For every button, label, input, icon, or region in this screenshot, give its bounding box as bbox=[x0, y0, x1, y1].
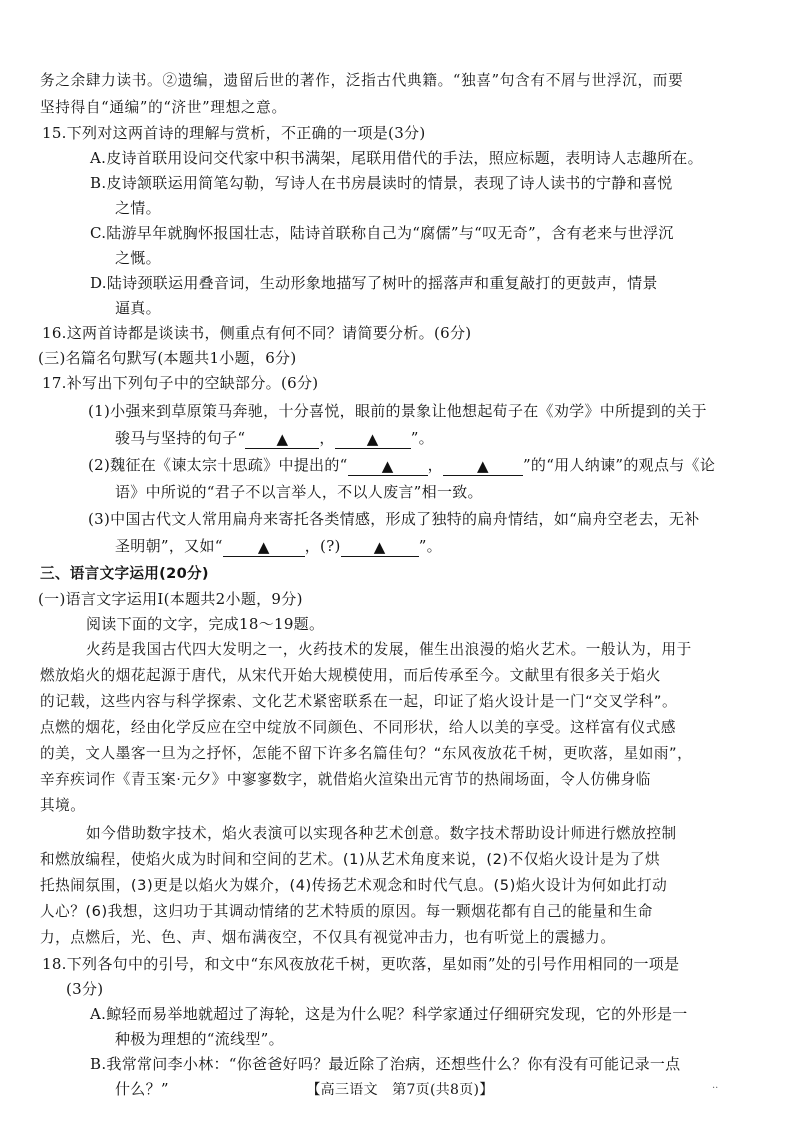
q17-item3-sep: ，(?) bbox=[304, 537, 341, 555]
q18-stem: 18.下列各句中的引号，和文中“东风夜放花千树，更吹落，星如雨”处的引号作用相同的一项是 bbox=[42, 955, 680, 973]
annotation-line-1: 务之余肆力读书。②遗编，遗留后世的著作，泛指古代典籍。“独喜”句含有不屑与世浮沉，而要 bbox=[40, 72, 684, 89]
q17-item3-cont bbox=[115, 535, 442, 557]
q18-option-b: B.我常常问李小林：“你爸爸好吗？最近除了治病，还想些什么？你有没有可能记录一点 bbox=[90, 1055, 681, 1073]
triangle-marker: ▲ bbox=[381, 457, 394, 475]
answer-blank[interactable] bbox=[335, 430, 411, 449]
triangle-marker: ▲ bbox=[276, 430, 289, 448]
section-heading-mingpian: (三)名篇名句默写(本题共1小题，6分) bbox=[38, 349, 297, 367]
q17-item3: (3)中国古代文人常用扁舟来寄托各类情感，形成了独特的扁舟情结，如“扁舟空老去，无补 bbox=[88, 510, 700, 528]
q15-option-a: A.皮诗首联用设问交代家中积书满架，尾联用借代的手法，照应标题，表明诗人志趣所在。 bbox=[90, 149, 703, 167]
q18-option-b-cont: 什么？” bbox=[115, 1080, 169, 1098]
q15-option-d-cont: 逼真。 bbox=[115, 299, 161, 317]
triangle-marker: ▲ bbox=[257, 538, 270, 556]
passage-line: 和燃放编程，使焰火成为时间和空间的艺术。(1)从艺术角度来说，(2)不仅焰火设计是为了烘 bbox=[40, 851, 661, 868]
q17-item3-suffix: ”。 bbox=[418, 537, 442, 555]
triangle-marker: ▲ bbox=[477, 457, 489, 475]
q15-option-c-cont: 之慨。 bbox=[115, 249, 161, 267]
passage-line: 辛弃疾词作《青玉案·元夕》中寥寥数字，就借焰火渲染出元宵节的热闹场面，令人仿佛身临 bbox=[40, 771, 651, 788]
passage-line: 的美，文人墨客一旦为之抒怀，怎能不留下许多名篇佳句？“东风夜放花千树，更吹落，星如雨”， bbox=[40, 745, 693, 762]
q17-item1-suffix: ”。 bbox=[410, 429, 434, 447]
page-footer: 【高三语文 第7页(共8页)】 bbox=[306, 1082, 494, 1098]
q17-item1-sep: ， bbox=[319, 429, 335, 447]
passage-line: 人心？(6)我想，这归功于其调动情绪的艺术特质的原因。每一颗烟花都有自己的能量和生命 bbox=[40, 903, 653, 920]
q15-option-d: D.陆诗颈联运用叠音词，生动形象地描写了树叶的摇落声和重复敲打的更鼓声，情景 bbox=[90, 274, 658, 292]
q16-stem: 16.这两首诗都是谈读书，侧重点有何不同？请简要分析。(6分) bbox=[42, 324, 472, 342]
q17-item2-cont: 语》中所说的“君子不以言举人，不以人废言”相一致。 bbox=[115, 483, 483, 501]
passage-line: 点燃的烟花，经由化学反应在空中绽放不同颜色、不同形状，给人以美的享受。这样富有仪式感 bbox=[40, 719, 677, 736]
triangle-marker: ▲ bbox=[373, 538, 386, 556]
passage-line: 如今借助数字技术，焰火表演可以实现各种艺术创意。数字技术帮助设计师进行燃放控制 bbox=[86, 825, 677, 842]
triangle-marker: ▲ bbox=[366, 430, 379, 448]
answer-blank[interactable] bbox=[341, 538, 419, 557]
q17-item2-sep: ， bbox=[427, 456, 443, 474]
q17-item2 bbox=[88, 454, 715, 476]
q17-item1-cont bbox=[115, 427, 434, 449]
q17-item2-prefix: (2)魏征在《谏太宗十思疏》中提出的“ bbox=[88, 456, 348, 474]
passage-line: 托热闹氛围，(3)更是以焰火为媒介，(4)传扬艺术观念和时代气息。(5)焰火设计为何如此打动 bbox=[40, 877, 668, 894]
q17-item2-suffix: ”的“用人纳谏”的观点与《论 bbox=[522, 456, 716, 474]
passage-line: 燃放焰火的烟花起源于唐代，从宋代开始大规模使用，而后传承至今。文献里有很多关于焰火 bbox=[40, 667, 661, 684]
answer-blank[interactable] bbox=[245, 430, 319, 449]
q15-option-b: B.皮诗颔联运用简笔勾勒，写诗人在书房晨读时的情景，表现了诗人读书的宁静和喜悦 bbox=[90, 174, 673, 192]
passage-line: 力，点燃后，光、色、声、烟布满夜空，不仅具有视觉冲击力，也有听觉上的震撼力。 bbox=[40, 929, 616, 946]
annotation-line-2: 坚持得自“通编”的“济世”理想之意。 bbox=[40, 99, 287, 116]
part-subheading: (一)语言文字运用Ⅰ(本题共2小题，9分) bbox=[38, 590, 303, 608]
q17-stem: 17.补写出下列句子中的空缺部分。(6分) bbox=[42, 374, 319, 392]
q18-option-a-cont: 种极为理想的“流线型”。 bbox=[115, 1030, 284, 1048]
part-heading: 三、语言文字运用(20分) bbox=[40, 565, 209, 582]
q15-stem: 15.下列对这两首诗的理解与赏析，不正确的一项是(3分) bbox=[42, 124, 426, 142]
q18-option-a: A.鲸轻而易举地就超过了海轮，这是为什么呢？科学家通过仔细研究发现，它的外形是一 bbox=[90, 1005, 688, 1023]
passage-line: 的记载，这些内容与科学探索、文化艺术紧密联系在一起，印证了焰火设计是一门“交叉学科”。 bbox=[40, 693, 678, 710]
q18-stem-cont: (3分) bbox=[66, 980, 104, 998]
q17-item1: (1)小强来到草原策马奔驰，十分喜悦，眼前的景象让他想起荀子在《劝学》中所提到的关于 bbox=[88, 402, 707, 420]
answer-blank[interactable] bbox=[348, 457, 428, 476]
q17-item1-prefix: 骏马与坚持的句子“ bbox=[115, 429, 246, 447]
reading-instruction: 阅读下面的文字，完成18～19题。 bbox=[86, 615, 325, 633]
passage-line: 其境。 bbox=[40, 797, 86, 814]
q17-item3-prefix: 圣明朝”，又如“ bbox=[115, 537, 223, 555]
answer-blank[interactable] bbox=[223, 538, 305, 557]
corner-mark: ·· bbox=[712, 1083, 719, 1094]
q15-option-c: C.陆游早年就胸怀报国壮志，陆诗首联称自己为“腐儒”与“叹无奇”，含有老来与世浮沉 bbox=[90, 224, 674, 242]
q15-option-b-cont: 之情。 bbox=[115, 199, 161, 217]
answer-blank[interactable] bbox=[443, 457, 523, 476]
passage-line: 火药是我国古代四大发明之一，火药技术的发展，催生出浪漫的焰火艺术。一般认为，用于 bbox=[86, 641, 692, 658]
